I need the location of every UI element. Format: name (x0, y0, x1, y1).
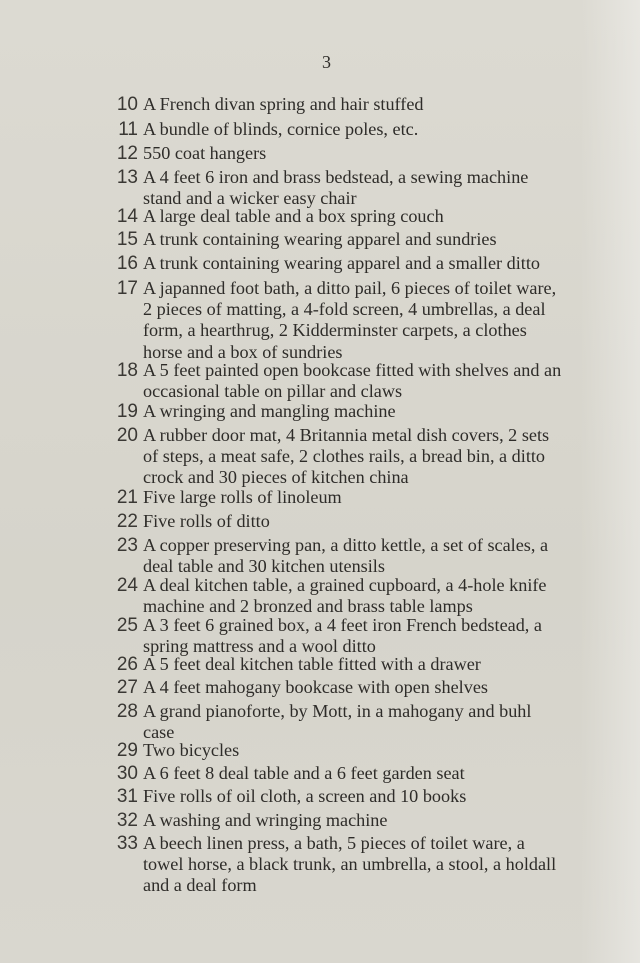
lot-number: 33 (116, 833, 138, 854)
lot-description: 550 coat hangers (143, 143, 267, 163)
lot-description: Five rolls of ditto (143, 511, 270, 531)
lot-description: A grand pianoforte, by Mott, in a mahogany and buhl case (143, 701, 532, 743)
lot-number: 11 (118, 119, 138, 140)
lot-number: 22 (116, 511, 138, 532)
lot-description: A 5 feet painted open bookcase fitted with shelves and an occasional table on pillar and claws (143, 360, 562, 402)
lot-number: 23 (116, 535, 138, 556)
lot-number: 14 (116, 206, 138, 227)
lot-number: 32 (116, 810, 138, 831)
lot-description: Five rolls of oil cloth, a screen and 10 books (143, 786, 467, 806)
lot-description: Two bicycles (143, 740, 240, 760)
lot-number: 10 (116, 94, 138, 115)
lot-number: 16 (116, 253, 138, 274)
lot-description: A rubber door mat, 4 Britannia metal dish covers, 2 sets of steps, a meat safe, 2 clothes rails, a bread bin, a ditto crock and 30 pieces of kitchen china (143, 425, 550, 488)
lot-number: 25 (116, 615, 138, 636)
lot-description: A beech linen press, a bath, 5 pieces of toilet ware, a towel horse, a black trunk, an umbrella, a stool, a holdall and a deal form (143, 833, 557, 896)
lot-description: A 4 feet 6 iron and brass bedstead, a sewing machine stand and a wicker easy chair (143, 167, 529, 209)
lot-number: 31 (116, 786, 138, 807)
lot-number: 30 (116, 763, 138, 784)
lot-number: 28 (116, 701, 138, 722)
lot-number: 19 (116, 401, 138, 422)
lot-description: A trunk containing wearing apparel and a smaller ditto (143, 253, 540, 273)
lot-number: 13 (116, 167, 138, 188)
lot-description: Five large rolls of linoleum (143, 487, 342, 507)
lot-number: 21 (116, 487, 138, 508)
lot-number: 18 (116, 360, 138, 381)
lot-description: A large deal table and a box spring couch (143, 206, 444, 226)
page-edge-shading (580, 0, 640, 963)
lot-description: A 6 feet 8 deal table and a 6 feet garden seat (143, 763, 465, 783)
lot-description: A deal kitchen table, a grained cupboard, a 4-hole knife machine and 2 bronzed and brass table lamps (143, 575, 547, 617)
lot-number: 12 (116, 143, 138, 164)
page-number: 3 (322, 52, 331, 72)
lot-description: A japanned foot bath, a ditto pail, 6 pieces of toilet ware, 2 pieces of matting, a 4-fold screen, 4 umbrellas, a deal form, a hearthrug, 2 Kidderminster carpets, a clothes horse and a box of sundries (143, 278, 557, 362)
lot-number: 24 (116, 575, 138, 596)
lot-number: 29 (116, 740, 138, 761)
lot-number: 26 (116, 654, 138, 675)
lot-description: A copper preserving pan, a ditto kettle, a set of scales, a deal table and 30 kitchen utensils (143, 535, 549, 577)
lot-number: 17 (116, 278, 138, 299)
lot-description: A 5 feet deal kitchen table fitted with a drawer (143, 654, 481, 674)
lot-description: A 3 feet 6 grained box, a 4 feet iron French bedstead, a spring mattress and a wool ditto (143, 615, 542, 657)
lot-description: A French divan spring and hair stuffed (143, 94, 424, 114)
lot-description: A 4 feet mahogany bookcase with open shelves (143, 677, 488, 697)
lot-description: A washing and wringing machine (143, 810, 388, 830)
lot-description: A bundle of blinds, cornice poles, etc. (143, 119, 419, 139)
lot-number: 20 (116, 425, 138, 446)
lot-number: 15 (116, 229, 138, 250)
lot-number: 27 (116, 677, 138, 698)
lot-description: A wringing and mangling machine (143, 401, 396, 421)
lot-description: A trunk containing wearing apparel and sundries (143, 229, 497, 249)
